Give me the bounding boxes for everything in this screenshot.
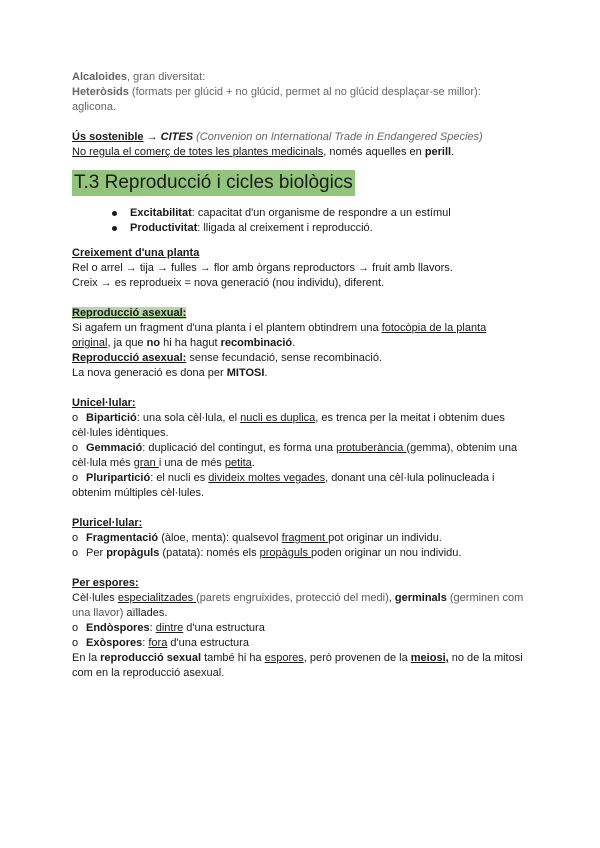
asexual-line4: La nova generació es dona per MITOSI. (72, 367, 268, 379)
alcaloides-term: Alcaloides (72, 71, 128, 83)
espores-heading: Per espores: (72, 577, 139, 589)
list-item: Productivitat: lligada al creixement i reproducció. (112, 221, 528, 236)
cites-term: CITES (160, 131, 194, 143)
section-title: T.3 Reproducció i cicles biològics (72, 170, 355, 196)
heterosids-line: Heteròsids (formats per glúcid + no glúcid, permet al no glúcid desplaçar-se millor): (72, 86, 481, 98)
list-item: Excitabilitat: capacitat d'un organisme de respondre a un estímul (112, 206, 528, 221)
sexual-line2: com en la reproducció asexual. (72, 667, 225, 679)
espores-line1: Cèl·lules especialitzades (parets engruixides, protecció del medi), germinals (germinen com (72, 592, 524, 604)
heterosids-line2: aglicona. (72, 101, 117, 113)
unicel-heading: Unicel·lular: (72, 397, 136, 409)
espores-line2: una llavor) aïllades. (72, 607, 168, 619)
propaguls-line: o Per propàguls (patata): només els propàguls poden originar un nou individu. (72, 547, 462, 559)
biparticio-line: o Bipartició: una sola cèl·lula, el nucli es duplica, es trenca per la meitat i obtenim dues (72, 412, 505, 424)
us-sostenible-line2: No regula el comerç de totes les plantes medicinals, només aquelles en perill. (72, 146, 455, 158)
pluricel-heading: Pluricel·lular: (72, 517, 143, 529)
endospores-line: o Endòspores: dintre d'una estructura (72, 622, 265, 634)
asexual-heading: Reproducció asexual: (72, 307, 187, 319)
bullet-list (72, 206, 528, 236)
biparticio-line2: cèl·lules idèntiques. (72, 427, 169, 439)
asexual-line1: Si agafem un fragment d'una planta i el plantem obtindrem una fotocòpia de la planta (72, 322, 487, 334)
asexual-line3: Reproducció asexual: sense fecundació, sense recombinació. (72, 352, 382, 364)
us-sostenible-line: Ús sostenible → CITES (Convenion on International Trade in Endangered Species) (72, 131, 483, 143)
gemmacio-line: o Gemmació: duplicació del contingut, es forma una protuberància (gemma), obtenim una (72, 442, 518, 454)
asexual-line2: original, ja que no hi ha hagut recombinació. (72, 337, 296, 349)
fragmentacio-line: o Fragmentació (àloe, menta): qualsevol fragment pot originar un individu. (72, 532, 442, 544)
creixement-line1: Rel o arrel → tija → fulles → flor amb òrgans reproductors → fruit amb llavors. (72, 262, 453, 274)
pluriparticio-line2: obtenim múltiples cèl·lules. (72, 487, 205, 499)
gemmacio-line2: cèl·lula més gran i una de més petita. (72, 457, 255, 469)
us-sostenible-term: Ús sostenible (72, 131, 144, 143)
exospores-line: o Exòspores: fora d'una estructura (72, 637, 249, 649)
sexual-line1: En la reproducció sexual també hi ha espores, però provenen de la meiosi, no de la mitosi (72, 652, 523, 664)
creixement-line2: Creix → es reprodueix = nova generació (nou individu), diferent. (72, 277, 385, 289)
alcaloides-line: Alcaloides, gran diversitat: (72, 71, 206, 83)
creixement-heading: Creixement d'una planta (72, 247, 200, 259)
pluriparticio-line: o Pluripartició: el nucli es divideix moltes vegades, donant una cèl·lula polinucleada i (72, 472, 495, 484)
heterosids-term: Heteròsids (72, 86, 129, 98)
